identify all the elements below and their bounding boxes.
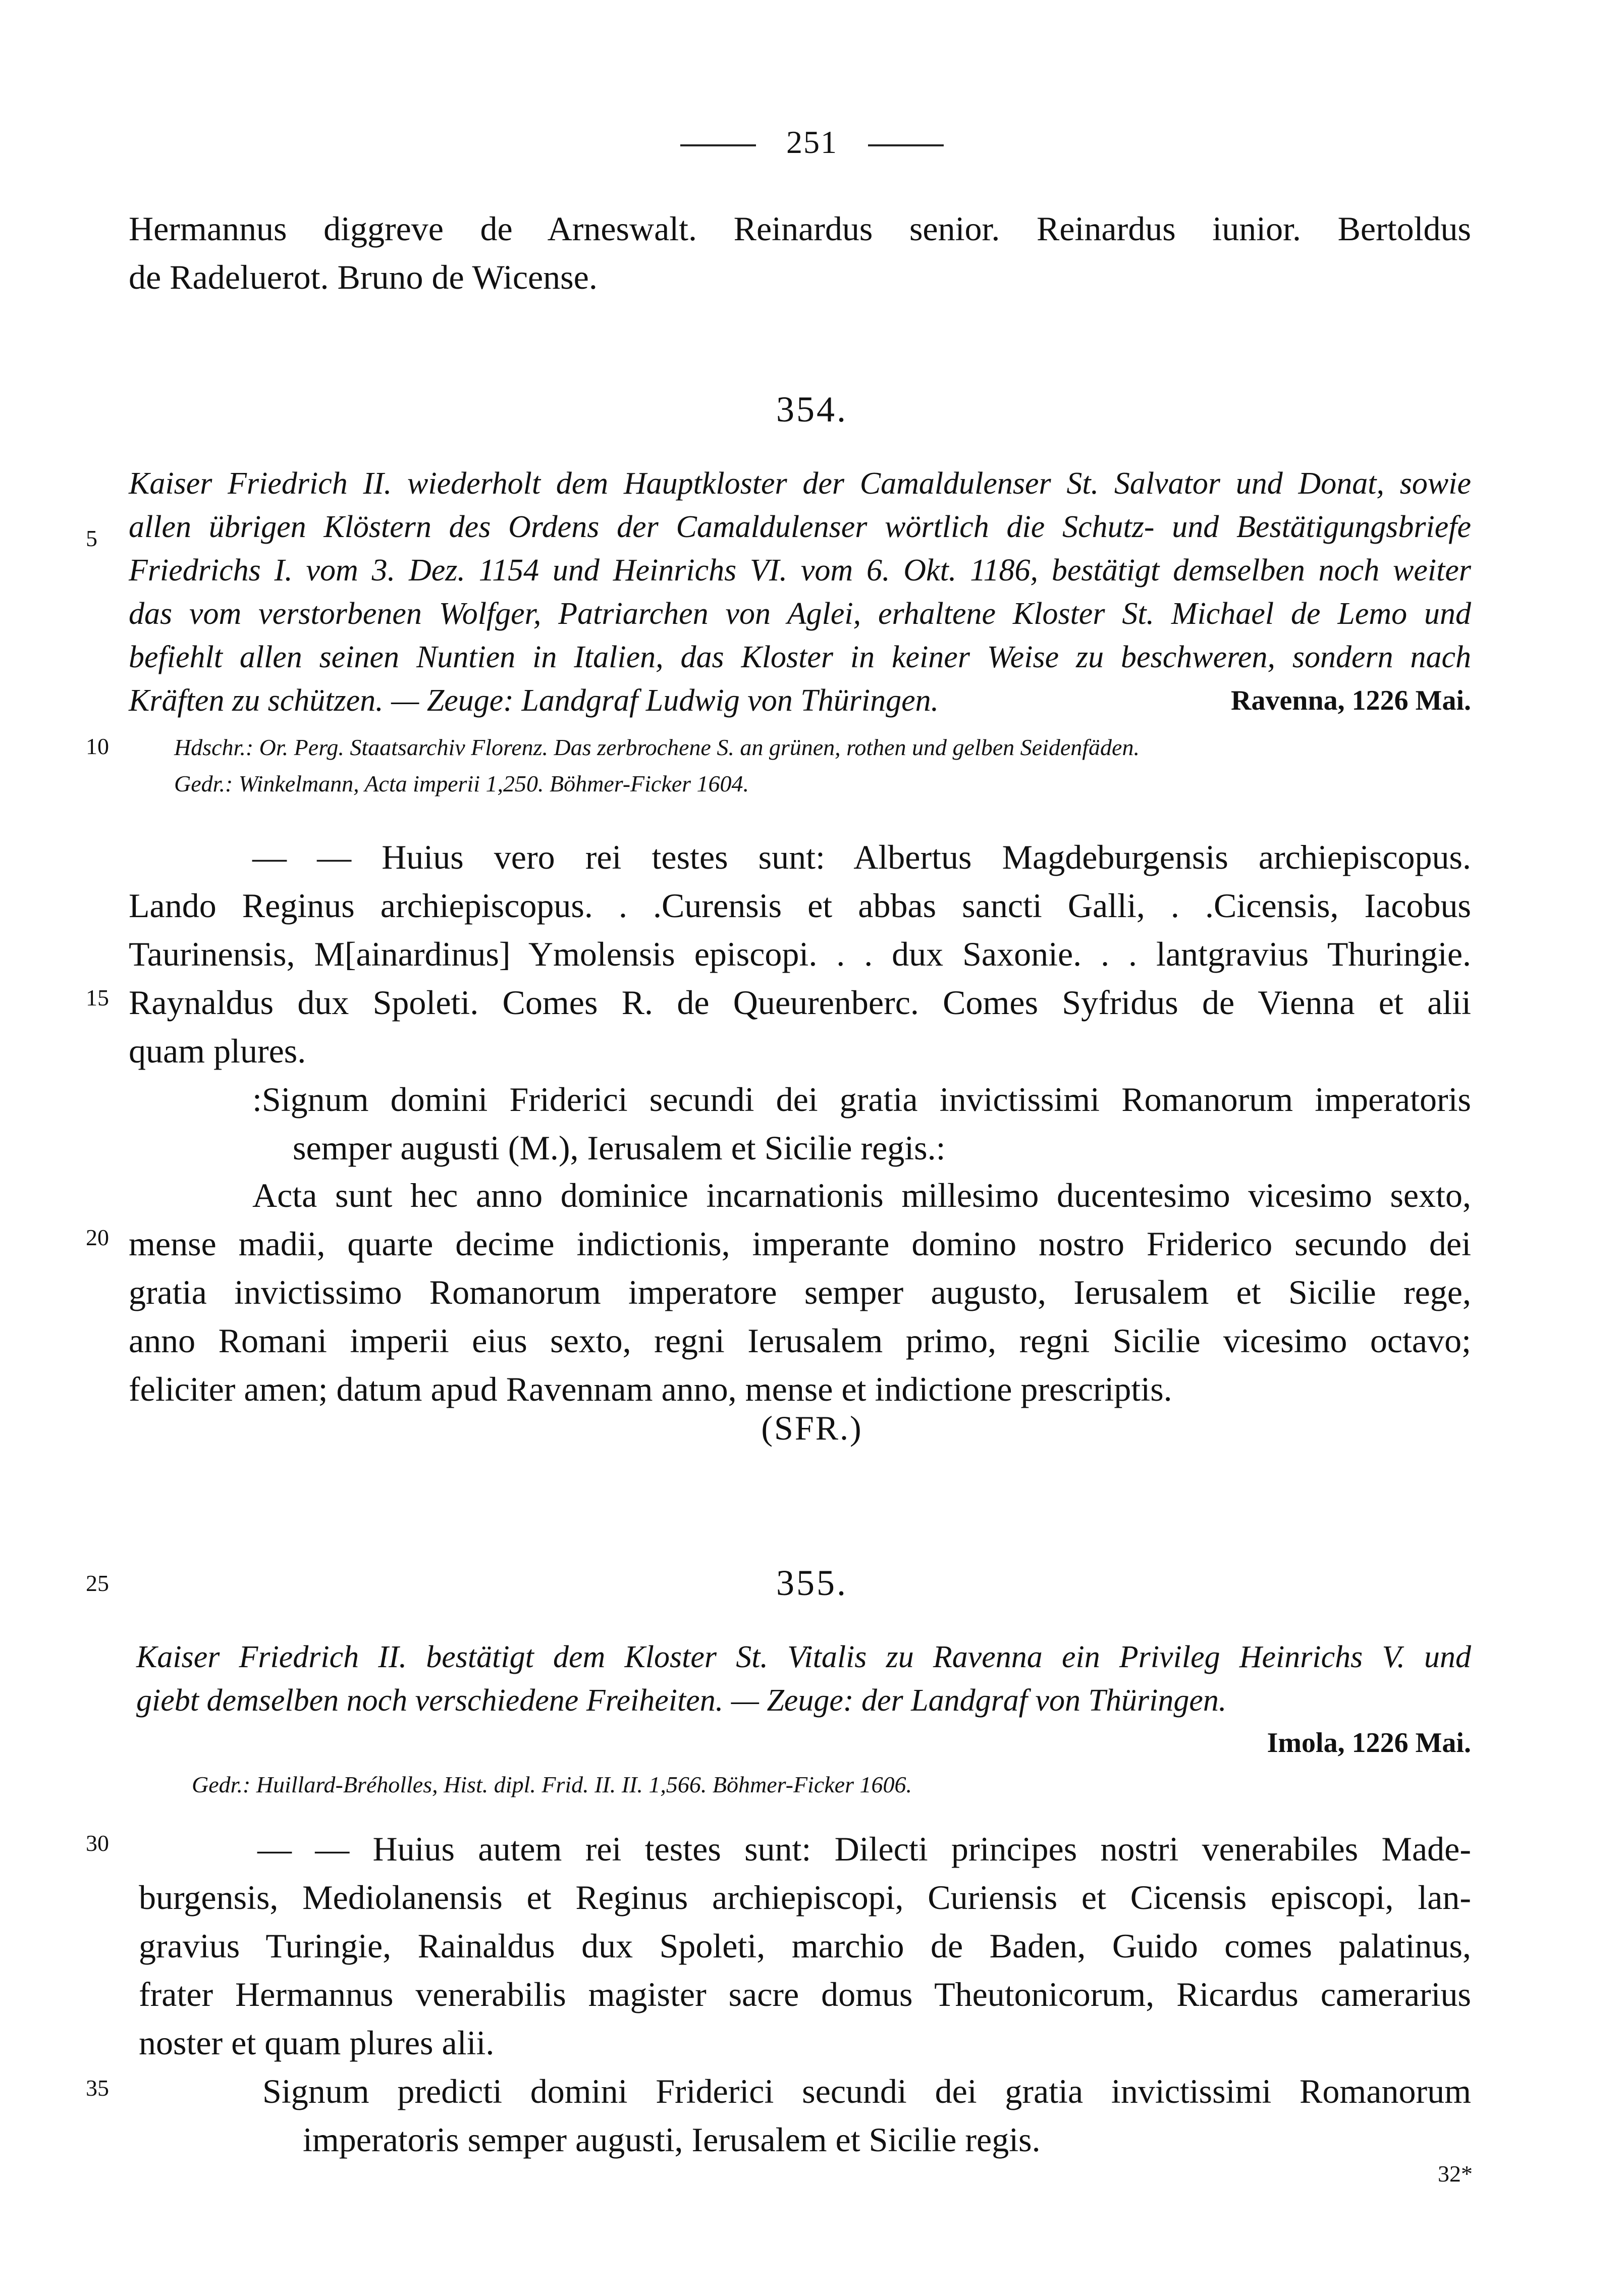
- acta-354: [129, 1171, 1471, 1413]
- text-line: — — Huius autem rei testes sunt: Dilecti principes nostri venerabiles Made-: [257, 1830, 1471, 1868]
- page-header: [0, 124, 1624, 161]
- signature-mark: 32*: [1438, 2161, 1473, 2187]
- regest-line: das vom verstorbenen Wolfger, Patriarchen von Aglei, erhaltene Kloster St. Michael de Lemo und: [129, 597, 1471, 631]
- apparatus-354: [174, 729, 1385, 802]
- line-number: 10: [86, 733, 109, 759]
- text-line: de Radeluerot. Bruno de Wicense.: [129, 258, 598, 296]
- regest-line: Kräften zu schützen. — Zeuge: Landgraf Ludwig von Thüringen.: [129, 683, 939, 718]
- document-number-355: 355.: [776, 1563, 848, 1603]
- text-line: noster et quam plures alii.: [139, 2024, 495, 2062]
- text-line: feliciter amen; datum apud Ravennam anno, mense et indictione prescriptis.: [129, 1370, 1172, 1408]
- line-number: 35: [86, 2075, 109, 2101]
- text-line: imperatoris semper augusti, Ierusalem et Sicilie regis.: [303, 2120, 1041, 2159]
- note-line: Gedr.: Winkelmann, Acta imperii 1,250. Böhmer-Ficker 1604.: [174, 771, 749, 796]
- place-date-355: Imola, 1226 Mai.: [1267, 1727, 1471, 1759]
- text-line: Raynaldus dux Spoleti. Comes R. de Queurenberc. Comes Syfridus de Vienna et alii: [129, 983, 1471, 1022]
- text-line: mense madii, quarte decime indictionis, imperante domino nostro Friderico secundo dei: [129, 1225, 1471, 1263]
- regest-line: Friedrichs I. vom 3. Dez. 1154 und Heinrichs VI. vom 6. Okt. 1186, bestätigt demselben noch weiter: [129, 553, 1471, 588]
- seal-mark-354: (SFR.): [761, 1409, 863, 1447]
- text-line: burgensis, Mediolanensis et Reginus archiepiscopi, Curiensis et Cicensis episcopi, lan-: [139, 1878, 1471, 1917]
- place-date-354: Ravenna, 1226 Mai.: [1231, 685, 1471, 716]
- text-line: quam plures.: [129, 1032, 306, 1070]
- page-number: 251: [786, 124, 838, 160]
- line-number: 5: [86, 525, 97, 551]
- text-line: anno Romani imperii eius sexto, regni Ierusalem primo, regni Sicilie vicesimo octavo;: [129, 1321, 1471, 1360]
- apparatus-355: Gedr.: Huillard-Bréholles, Hist. dipl. Frid. II. II. 1,566. Böhmer-Ficker 1606.: [192, 1772, 912, 1797]
- header-dash-left: [680, 144, 756, 146]
- line-number: 20: [86, 1225, 109, 1250]
- line-number: 15: [86, 985, 109, 1011]
- regest-line: befiehlt allen seinen Nuntien in Italien, das Kloster in keiner Weise zu beschweren, sondern nach: [129, 640, 1471, 674]
- text-line: Taurinensis, M[ainardinus] Ymolensis episcopi. . . dux Saxonie. . . lantgravius Thuringie.: [129, 935, 1471, 973]
- text-line: frater Hermannus venerabilis magister sacre domus Theutonicorum, Ricardus camerarius: [139, 1975, 1471, 2013]
- regest-line: allen übrigen Klöstern des Ordens der Camaldulenser wörtlich die Schutz- und Bestätigungsbriefe: [129, 510, 1471, 544]
- text-354-witnesses: [129, 833, 1471, 1075]
- document-number-354: 354.: [776, 389, 848, 430]
- intro-witness-list: [129, 204, 1471, 301]
- text-line: Hermannus diggreve de Arneswalt. Reinardus senior. Reinardus iunior. Bertoldus: [129, 209, 1471, 248]
- regest-line: giebt demselben noch verschiedene Freiheiten. — Zeuge: der Landgraf von Thüringen.: [136, 1683, 1227, 1718]
- text-line: gravius Turingie, Rainaldus dux Spoleti, marchio de Baden, Guido comes palatinus,: [139, 1927, 1471, 1965]
- note-line: Hdschr.: Or. Perg. Staatsarchiv Florenz. Das zerbrochene S. an grünen, rothen und gelben Seidenfäden.: [174, 734, 1140, 760]
- text-line: Lando Reginus archiepiscopus. . .Curensis et abbas sancti Galli, . .Cicensis, Iacobus: [129, 886, 1471, 925]
- text-line: gratia invictissimo Romanorum imperatore semper augusto, Ierusalem et Sicilie rege,: [129, 1273, 1471, 1311]
- text-355-witnesses: [139, 1825, 1471, 2067]
- regest-line: Kaiser Friedrich II. bestätigt dem Kloster St. Vitalis zu Ravenna ein Privileg Heinrichs V. und: [136, 1640, 1471, 1674]
- text-line: Acta sunt hec anno dominice incarnationis millesimo ducentesimo vicesimo sexto,: [252, 1176, 1471, 1214]
- text-line: :Signum domini Friderici secundi dei gratia invictissimi Romanorum imperatoris: [252, 1080, 1471, 1119]
- line-number: 25: [86, 1570, 109, 1596]
- text-line: Signum predicti domini Friderici secundi dei gratia invictissimi Romanorum: [262, 2072, 1471, 2110]
- text-line: — — Huius vero rei testes sunt: Albertus Magdeburgensis archiepiscopus.: [252, 838, 1471, 876]
- signum-354: [252, 1075, 1471, 1172]
- regest-line: Kaiser Friedrich II. wiederholt dem Hauptkloster der Camaldulenser St. Salvator und Donat, sowie: [129, 466, 1471, 501]
- line-number: 30: [86, 1830, 109, 1856]
- text-line: semper augusti (M.), Ierusalem et Sicilie regis.:: [293, 1129, 946, 1167]
- signum-355: [262, 2067, 1471, 2164]
- header-dash-right: [868, 144, 944, 146]
- regest-355: [136, 1635, 1471, 1722]
